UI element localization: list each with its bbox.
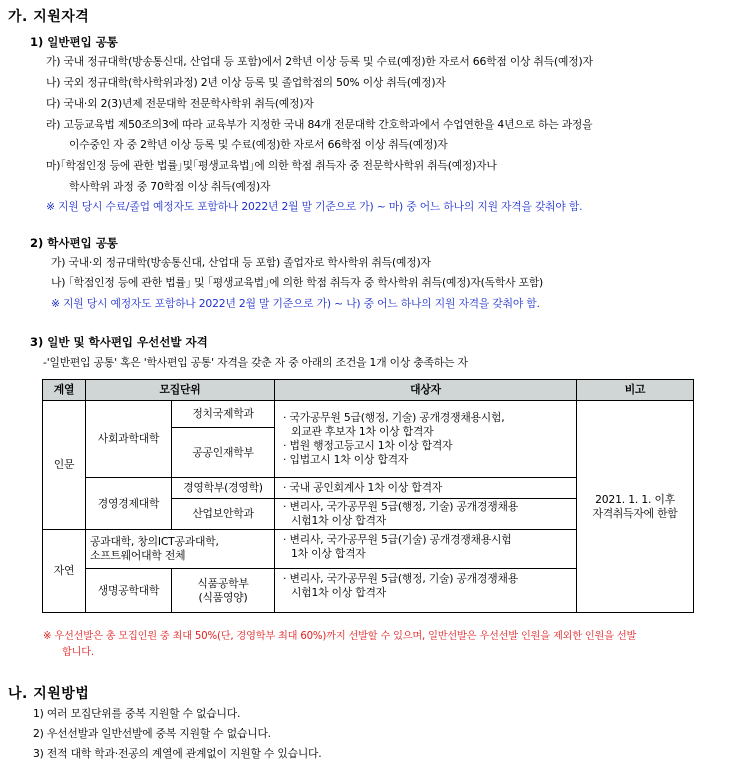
method-item-1: 1) 여러 모집단위를 중복 지원할 수 없습니다. xyxy=(33,707,241,720)
priority-heading: 3) 일반 및 학사편입 우선선발 자격 xyxy=(30,335,208,349)
bachelor-note: ※ 지원 당시 예정자도 포함하나 2022년 2월 말 기준으로 가) ~ 나) 중 어느 하나의 지원 자격을 갖춰야 함. xyxy=(51,297,540,310)
header-target: 대상자 xyxy=(275,380,577,401)
bachelor-item-ga: 가) 국내·외 정규대학(방송통신대, 산업대 등 포함) 졸업자로 학사학위 취득(예정)자 xyxy=(51,256,431,269)
table-header-row xyxy=(43,380,694,401)
college-engineering xyxy=(86,530,275,569)
general-item-na: 나) 국외 정규대학(학사학위과정) 2년 이상 등록 및 졸업학점의 50% 이상 취득(예정)자 xyxy=(46,76,446,89)
method-item-3: 3) 전적 대학 학과·전공의 계열에 관계없이 지원할 수 있습니다. xyxy=(33,747,322,760)
general-item-da: 다) 국내·외 2(3)년제 전문대학 전문학사학위 취득(예정)자 xyxy=(46,97,314,110)
header-unit: 모집단위 xyxy=(86,380,275,401)
college-life-science: 생명공학대학 xyxy=(86,569,172,613)
target-business: · 국내 공인회계사 1차 이상 합격자 xyxy=(275,478,577,499)
table-row xyxy=(43,401,694,428)
college-line: 공과대학, 창의ICT공과대학, xyxy=(90,535,219,548)
target-line: 시험1차 이상 합격자 xyxy=(291,514,386,527)
dept-industrial-security: 산업보안학과 xyxy=(172,499,275,530)
general-item-ga: 가) 국내 정규대학(방송통신대, 산업대 등 포함)에서 2학년 이상 등록 및 수료(예정)한 자로서 66학점 이상 취득(예정)자 xyxy=(46,55,593,68)
remark-line: 자격취득자에 한함 xyxy=(592,506,678,520)
target-line: · 변리사, 국가공무원 5급(행정, 기술) 공개경쟁채용 xyxy=(283,572,518,585)
remark-cell xyxy=(577,401,694,613)
dept-food-engineering xyxy=(172,569,275,613)
priority-intro: -'일반편입 공통' 혹은 '학사편입 공통' 자격을 갖춘 자 중 아래의 조건을 1개 이상 충족하는 자 xyxy=(43,356,468,369)
header-field: 계열 xyxy=(43,380,86,401)
target-line: · 국가공무원 5급(행정, 기술) 공개경쟁채용시험, xyxy=(283,411,505,424)
bachelor-transfer-heading: 2) 학사편입 공통 xyxy=(30,236,118,250)
field-humanities: 인문 xyxy=(43,401,86,530)
target-line: 시험1차 이상 합격자 xyxy=(291,586,386,599)
dept-line: (식품영양) xyxy=(198,590,248,604)
target-social-science xyxy=(275,401,577,478)
college-social-science: 사회과학대학 xyxy=(86,401,172,478)
priority-note-cont: 합니다. xyxy=(62,647,94,658)
general-item-ra: 라) 고등교육법 제50조의3에 따라 교육부가 지정한 국내 84개 전문대학 간호학과에서 수업연한을 4년으로 하는 과정을 xyxy=(46,118,593,131)
college-line: 소프트웨어대학 전체 xyxy=(90,549,186,562)
section-title-application-method: 나. 지원방법 xyxy=(8,686,90,702)
section-title-eligibility: 가. 지원자격 xyxy=(8,9,90,25)
general-note: ※ 지원 당시 수료/졸업 예정자도 포함하나 2022년 2월 말 기준으로 가) ~ 마) 중 어느 하나의 지원 자격을 갖춰야 함. xyxy=(46,200,583,213)
target-line: · 입법고시 1차 이상 합격자 xyxy=(283,453,409,466)
remark-line: 2021. 1. 1. 이후 xyxy=(595,492,675,506)
general-item-ra-cont: 이수중인 자 중 2학년 이상 등록 및 수료(예정)한 자로서 66학점 이상 취득(예정)자 xyxy=(69,138,448,151)
header-remark: 비고 xyxy=(577,380,694,401)
dept-line: 식품공학부 xyxy=(197,576,249,590)
dept-business: 경영학부(경영학) xyxy=(172,478,275,499)
dept-political-international: 정치국제학과 xyxy=(172,401,275,428)
target-industrial-security xyxy=(275,499,577,530)
general-item-ma: 마)｢학점인정 등에 관한 법률｣및｢평생교육법｣에 의한 학점 취득자 중 전문학사학위 취득(예정)자나 xyxy=(46,159,497,172)
general-transfer-heading: 1) 일반편입 공통 xyxy=(30,35,118,49)
target-line: · 법원 행정고등고시 1차 이상 합격자 xyxy=(283,439,453,452)
method-item-2: 2) 우선선발과 일반선발에 중복 지원할 수 없습니다. xyxy=(33,727,271,740)
target-life-science xyxy=(275,569,577,613)
priority-note: ※ 우선선발은 총 모집인원 중 최대 50%(단, 경영학부 최대 60%)까지 선발할 수 있으며, 일반선발은 우선선발 인원을 제외한 인원을 선발 xyxy=(43,631,637,642)
general-item-ma-cont: 학사학위 과정 중 70학점 이상 취득(예정)자 xyxy=(69,180,271,193)
bachelor-item-na: 나) ｢학점인정 등에 관한 법률｣ 및 ｢평생교육법｣에 의한 학점 취득자 중 학사학위 취득(예정)자(독학사 포함) xyxy=(51,276,544,289)
dept-public-talent: 공공인재학부 xyxy=(172,428,275,478)
field-nature: 자연 xyxy=(43,530,86,613)
target-line: · 변리사, 국가공무원 5급(행정, 기술) 공개경쟁채용 xyxy=(283,500,518,513)
target-engineering xyxy=(275,530,577,569)
target-line: 외교관 후보자 1차 이상 합격자 xyxy=(291,425,434,438)
college-business-economics: 경영경제대학 xyxy=(86,478,172,530)
priority-table xyxy=(42,379,694,613)
target-line: 1차 이상 합격자 xyxy=(291,547,366,560)
target-line: · 변리사, 국가공무원 5급(기술) 공개경쟁채용시험 xyxy=(283,533,512,546)
